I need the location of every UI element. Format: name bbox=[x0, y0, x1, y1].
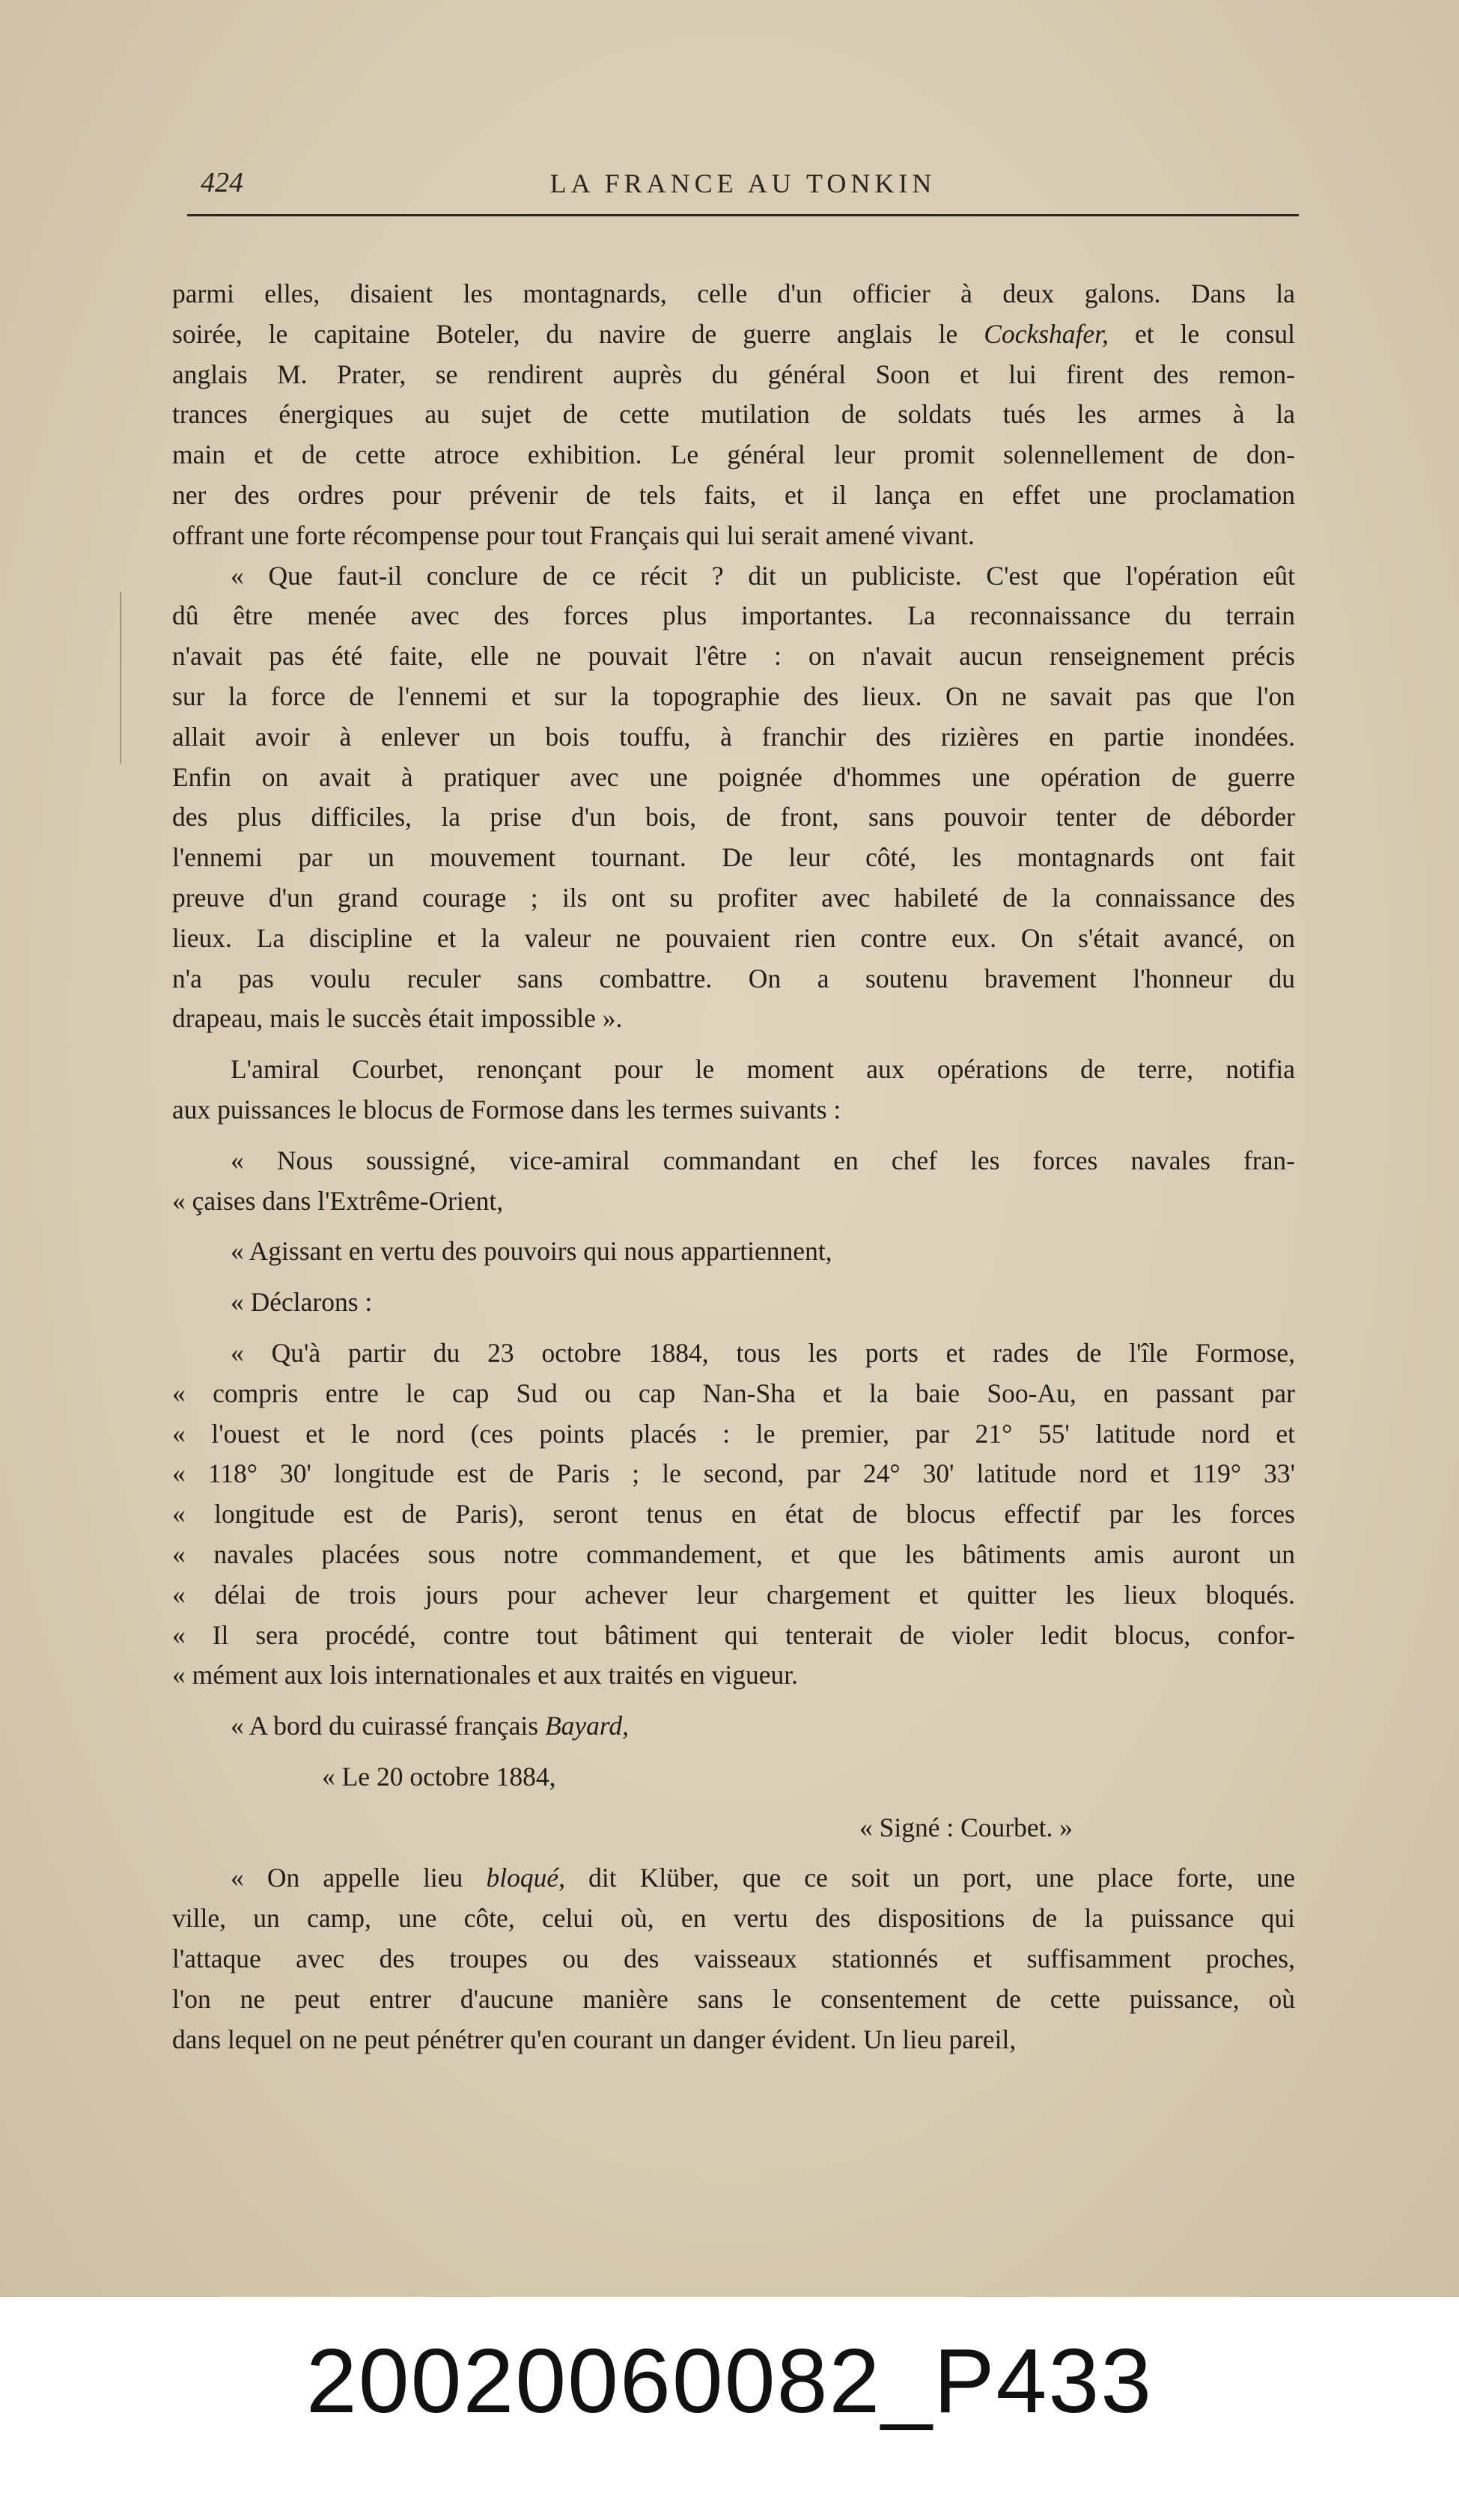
text-line: allait avoir à enlever un bois touffu, à franchir des rizières en partie inondées. bbox=[172, 721, 1295, 752]
text-line: aux puissances le blocus de Formose dans les termes suivants : bbox=[172, 1094, 841, 1124]
text-line bbox=[172, 314, 1295, 355]
italic-text: Cockshafer, bbox=[984, 318, 1109, 349]
text-line bbox=[172, 1858, 1295, 1899]
paragraph bbox=[172, 274, 1295, 556]
text-line: « Agissant en vertu des pouvoirs qui nous appartiennent, bbox=[231, 1236, 832, 1267]
running-title: LA FRANCE AU TONKIN bbox=[549, 168, 936, 198]
paragraph bbox=[172, 1232, 1295, 1272]
paragraph bbox=[172, 1141, 1295, 1222]
text-run: dit Klüber, que ce soit un port, une place forte, une bbox=[564, 1863, 1295, 1893]
text-line: « Qu'à partir du 23 octobre 1884, tous les ports et rades de l'île Formose, bbox=[231, 1337, 1295, 1368]
text-line: parmi elles, disaient les montagnards, celle d'un officier à deux galons. Dans la bbox=[172, 279, 1295, 308]
paragraph-gap bbox=[172, 1747, 1295, 1757]
text-line: « Il sera procédé, contre tout bâtiment qui tenterait de violer ledit blocus, confor- bbox=[172, 1619, 1295, 1650]
text-line: preuve d'un grand courage ; ils ont su profiter avec habileté de la connaissance des bbox=[172, 882, 1295, 913]
text-line: l'attaque avec des troupes ou des vaisseaux stationnés et suffisamment proches, bbox=[172, 1944, 1295, 1974]
text-line: offrant une forte récompense pour tout Français qui lui serait amené vivant. bbox=[172, 520, 975, 550]
paragraph-gap bbox=[172, 1221, 1295, 1232]
text-run: et le consul bbox=[1108, 318, 1295, 349]
text-line: « çaises dans l'Extrême-Orient, bbox=[172, 1185, 504, 1216]
text-line: l'ennemi par un mouvement tournant. De leur côté, les montagnards ont fait bbox=[172, 842, 1295, 873]
text-line: « navales placées sous notre commandement, et que les bâtiments amis auront un bbox=[172, 1539, 1295, 1569]
italic-text: bloqué, bbox=[486, 1863, 565, 1893]
header-rule bbox=[187, 214, 1299, 216]
paragraph-gap bbox=[172, 1272, 1295, 1282]
paragraph-gap bbox=[172, 1696, 1295, 1706]
paragraph bbox=[172, 556, 1295, 1040]
text-line: « l'ouest et le nord (ces points placés : le premier, par 21° 55' latitude nord et bbox=[172, 1418, 1295, 1449]
paragraph bbox=[172, 1706, 1295, 1747]
text-run: « On appelle lieu bbox=[231, 1863, 487, 1893]
text-line: L'amiral Courbet, renonçant pour le moment aux opérations de terre, notifia bbox=[231, 1054, 1295, 1085]
scan-identifier: 20020060082_P433 bbox=[305, 2330, 1154, 2432]
text-line: l'on ne peut entrer d'aucune manière sans le consentement de cette puissance, où bbox=[172, 1983, 1295, 2014]
text-line: « 118° 30' longitude est de Paris ; le second, par 24° 30' latitude nord et 119° 33' bbox=[172, 1458, 1295, 1489]
text-line: des plus difficiles, la prise d'un bois, de front, sans pouvoir tenter de déborder bbox=[172, 802, 1295, 833]
text-line: « compris entre le cap Sud ou cap Nan-Sha et la baie Soo-Au, en passant par bbox=[172, 1378, 1295, 1408]
text-line: Enfin on avait à pratiquer avec une poignée d'hommes une opération de guerre bbox=[172, 761, 1295, 792]
body-text bbox=[172, 274, 1295, 2060]
italic-text: Bayard, bbox=[544, 1711, 630, 1741]
text-line: main et de cette atroce exhibition. Le général leur promit solennellement de don- bbox=[172, 439, 1295, 470]
margin-pencil-mark bbox=[120, 591, 121, 764]
text-line: « longitude est de Paris), seront tenus en état de blocus effectif par les forces bbox=[172, 1499, 1295, 1530]
text-line bbox=[172, 1706, 1295, 1747]
page-number: 424 bbox=[201, 167, 243, 198]
paragraph bbox=[172, 1858, 1295, 2060]
text-line: trances énergiques au sujet de cette mutilation de soldats tués les armes à la bbox=[172, 399, 1295, 430]
text-line: n'a pas voulu reculer sans combattre. On a soutenu bravement l'honneur du bbox=[172, 963, 1295, 993]
paragraph-gap bbox=[172, 1130, 1295, 1141]
text-line: « Le 20 octobre 1884, bbox=[322, 1761, 556, 1792]
text-line: n'avait pas été faite, elle ne pouvait l'être : on n'avait aucun renseignement précis bbox=[172, 641, 1295, 672]
text-line: dans lequel on ne peut pénétrer qu'en courant un danger évident. Un lieu pareil, bbox=[172, 2024, 1017, 2054]
paragraph-gap bbox=[172, 1323, 1295, 1333]
text-line: « mément aux lois internationales et aux traités en vigueur. bbox=[172, 1660, 798, 1690]
text-line: sur la force de l'ennemi et sur la topographie des lieux. On ne savait pas que l'on bbox=[172, 681, 1295, 711]
text-line: lieux. La discipline et la valeur ne pouvaient rien contre eux. On s'était avancé, on bbox=[172, 922, 1295, 953]
text-line: anglais M. Prater, se rendirent auprès du général Soon et lui firent des remon- bbox=[172, 359, 1295, 389]
text-line: ner des ordres pour prévenir de tels faits, et il lança en effet une proclamation bbox=[172, 479, 1295, 510]
text-run: « A bord du cuirassé français bbox=[231, 1711, 545, 1741]
paragraph-gap bbox=[172, 1848, 1295, 1858]
paragraph-gap bbox=[172, 1798, 1295, 1808]
text-line: « Nous soussigné, vice-amiral commandant en chef les forces navales fran- bbox=[231, 1145, 1295, 1175]
paragraph-gap bbox=[172, 1039, 1295, 1050]
text-line: « Déclarons : bbox=[231, 1287, 373, 1318]
text-line: « Que faut-il conclure de ce récit ? dit un publiciste. C'est que l'opération eût bbox=[231, 560, 1295, 591]
text-line: « Signé : Courbet. » bbox=[859, 1812, 1073, 1842]
paragraph bbox=[172, 1282, 1295, 1323]
text-line: « délai de trois jours pour achever leur chargement et quitter les lieux bloqués. bbox=[172, 1579, 1295, 1610]
text-run: soirée, le capitaine Boteler, du navire de guerre anglais le bbox=[172, 318, 984, 349]
text-line: drapeau, mais le succès était impossible ». bbox=[172, 1003, 623, 1034]
paragraph bbox=[172, 1757, 1295, 1798]
paragraph bbox=[172, 1333, 1295, 1696]
text-line: ville, un camp, une côte, celui où, en vertu des dispositions de la puissance qui bbox=[172, 1903, 1295, 1934]
paragraph bbox=[172, 1050, 1295, 1130]
text-line: dû être menée avec des forces plus importantes. La reconnaissance du terrain bbox=[172, 600, 1295, 631]
page-header bbox=[187, 166, 1299, 204]
paragraph bbox=[172, 1808, 1295, 1848]
